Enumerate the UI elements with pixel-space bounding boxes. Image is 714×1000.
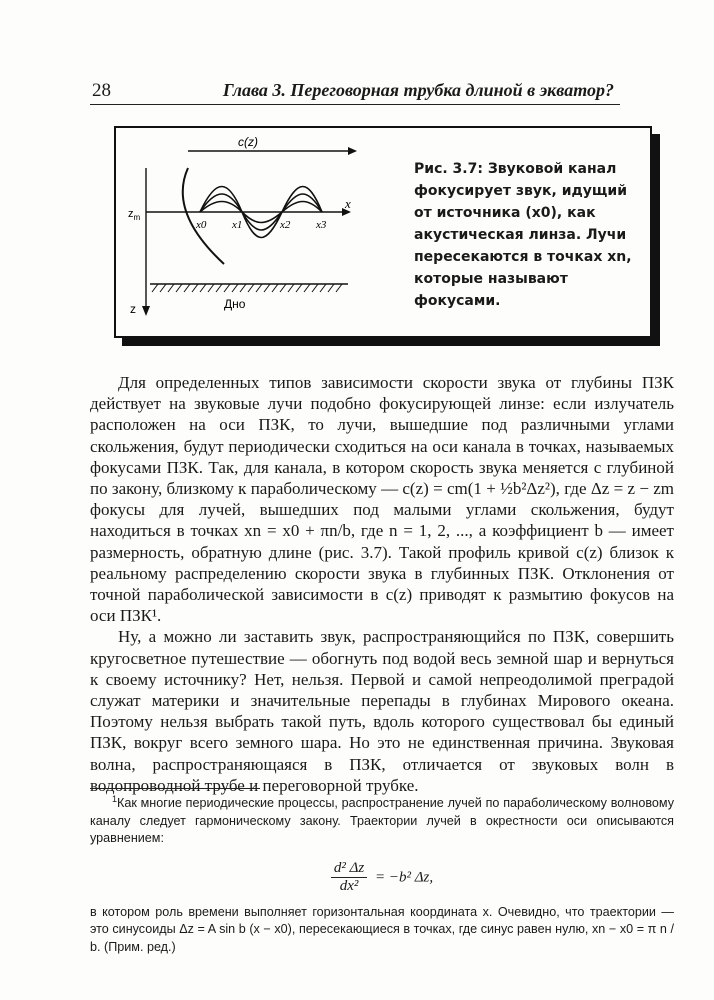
- x-axis-label: x: [345, 196, 351, 211]
- running-head: [90, 78, 620, 105]
- zm-label: $z_m$: [128, 208, 141, 222]
- paragraph-2: Ну, а можно ли заставить звук, распространяющийся по ПЗК, совершить кругосветное путешествие — обогнуть под водой весь земной шар и вернуться к своему источнику? Нет, нельзя. Первой и самой непреодолимой преградой служат материки и значительные перепады в глубинах Мирового океана. Поэтому нельзя выбрать такой путь, вдоль которого существовал бы единый ПЗК, вокруг всего земного шара. Но это не единственная причина. Звуковая волна, распространяющаяся в ПЗК, отличается от звуковых волн в водопроводной трубе и переговорной трубке.: [90, 627, 674, 795]
- footnote: [90, 788, 674, 956]
- focus-label-2: x2: [280, 219, 291, 231]
- paragraph-1: Для определенных типов зависимости скорости звука от глубины ПЗК действует на звуковые лучи подобно фокусирующей линзе: если излучатель расположен на оси ПЗК, то лучи, вышедшие под различными углами скольжения, будут периодически сходиться на оси канала в точках, называемых фокусами ПЗК. Так, для канала, в котором скорость звука меняется с глубиной по закону, близкому к параболическому — c(z) = cm(1 + ½b²Δz²), где Δz = z − zm фокусы для лучей, вышедших под малыми углами скольжения, будут находиться в точках xn = x0 + πn/b, где n = 1, 2, ..., а коэффициент b — имеет размерность, обратную длине (рис. 3.7). Такой профиль кривой c(z) близок к реальному распределению скорости звука в глубинных ПЗК. Отклонения от точной параболической зависимости в c(z) приводят к размытию фокусов на оси ПЗК¹.: [90, 373, 674, 626]
- formula-rhs: = −b² Δz,: [375, 869, 434, 886]
- formula-denominator: dx²: [339, 878, 359, 895]
- footnote-formula: [90, 860, 674, 896]
- cz-axis-label: c(z): [238, 135, 258, 149]
- chapter-title: Глава 3. Переговорная трубка длиной в экватор?: [222, 80, 614, 100]
- footnote-continuation: в котором роль времени выполняет горизонтальная координата x. Очевидно, что траектории — это синусоиды Δz = A sin b (x − x0), пересекающиеся в точках, где синус равен нулю, xn − x0 = π n / b. (Прим. ред.): [90, 904, 674, 954]
- speed-profile-curve: [183, 168, 224, 264]
- z-axis-label: z: [130, 302, 136, 316]
- seabed-label: Дно: [224, 297, 246, 311]
- body-text: [90, 372, 674, 796]
- footnote-text: $^1$Как многие периодические процессы, распространение лучей по параболическому волновому каналу следует гармоническому закону. Траектории лучей в окрестности оси описываются уравнением:: [90, 794, 674, 846]
- footnote-marker: 1: [112, 794, 118, 804]
- seabed-hatching: [152, 284, 342, 292]
- focus-label-0: x0: [196, 219, 207, 231]
- z-arrowhead: [142, 306, 150, 316]
- focus-label-3: x3: [316, 219, 327, 231]
- figure-caption: Рис. 3.7: Звуковой канал фокусирует звук, идущий от источника (x0), как акустическая линза. Лучи пересекаются в точках xn, которые называют фокусами.: [414, 161, 632, 309]
- page-number: 28: [92, 80, 111, 101]
- formula-numerator: d² Δz: [331, 860, 367, 879]
- focus-label-1: x1: [232, 219, 243, 231]
- footnote-rule: [90, 788, 260, 789]
- cz-arrowhead: [348, 147, 357, 155]
- formula-fraction: [331, 860, 367, 896]
- figure-3-7: [114, 126, 652, 338]
